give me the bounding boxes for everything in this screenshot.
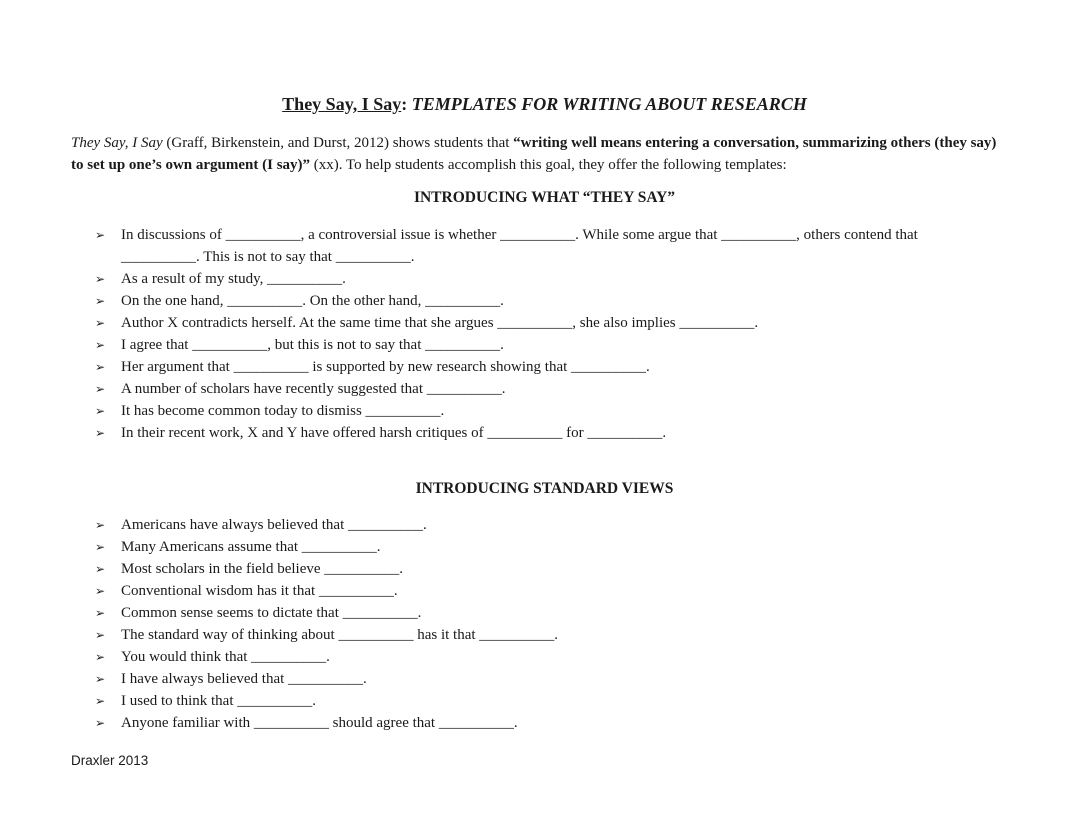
list-item	[95, 646, 1000, 668]
title-book-name: They Say, I Say	[282, 94, 402, 114]
list-item-text: It has become common today to dismiss __________.	[121, 403, 445, 419]
list-item	[95, 268, 1000, 290]
list-item	[95, 580, 1000, 602]
list-item	[95, 712, 1000, 734]
section-heading-standard-views: INTRODUCING STANDARD VIEWS	[415, 480, 674, 497]
list-item-text: Her argument that __________ is supported by new research showing that __________.	[121, 359, 650, 375]
arrow-bullet-icon: ➢	[95, 562, 106, 576]
list-item	[95, 690, 1000, 712]
arrow-bullet-icon: ➢	[95, 404, 106, 418]
page-title	[0, 94, 1089, 115]
arrow-bullet-icon: ➢	[95, 228, 106, 242]
list-item-text: Americans have always believed that __________.	[121, 517, 427, 533]
list-item	[95, 514, 1000, 536]
list-item-text: Conventional wisdom has it that __________.	[121, 583, 398, 599]
intro-citation: (Graff, Birkenstein, and Durst, 2012) shows students that	[162, 135, 514, 151]
arrow-bullet-icon: ➢	[95, 584, 106, 598]
list-item	[95, 290, 1000, 312]
arrow-bullet-icon: ➢	[95, 606, 106, 620]
they-say-list	[95, 224, 1000, 444]
list-item-text: I used to think that __________.	[121, 693, 316, 709]
list-item	[95, 602, 1000, 624]
title-colon: :	[401, 94, 408, 114]
list-item	[95, 422, 1000, 444]
list-item	[95, 224, 1000, 268]
list-item	[95, 624, 1000, 646]
list-item-text: Many Americans assume that __________.	[121, 539, 381, 555]
list-item	[95, 378, 1000, 400]
arrow-bullet-icon: ➢	[95, 716, 106, 730]
arrow-bullet-icon: ➢	[95, 294, 106, 308]
list-item-text: You would think that __________.	[121, 649, 330, 665]
list-item	[95, 356, 1000, 378]
intro-book-title: They Say, I Say	[71, 135, 163, 151]
arrow-bullet-icon: ➢	[95, 360, 106, 374]
intro-quote: “writing well means entering a conversation, summarizing others (they say) to set up one’s own argument (I say)”	[71, 135, 997, 173]
intro-rest: (xx). To help students accomplish this goal, they offer the following templates:	[310, 157, 787, 173]
arrow-bullet-icon: ➢	[95, 338, 106, 352]
list-item	[95, 668, 1000, 690]
arrow-bullet-icon: ➢	[95, 272, 106, 286]
list-item-text: As a result of my study, __________.	[121, 271, 346, 287]
arrow-bullet-icon: ➢	[95, 518, 106, 532]
list-item-text: On the one hand, __________. On the other hand, __________.	[121, 293, 504, 309]
list-item	[95, 558, 1000, 580]
arrow-bullet-icon: ➢	[95, 426, 106, 440]
list-item-text: A number of scholars have recently suggested that __________.	[121, 381, 506, 397]
arrow-bullet-icon: ➢	[95, 382, 106, 396]
footer-credit: Draxler 2013	[71, 753, 149, 768]
list-item-text: I have always believed that __________.	[121, 671, 367, 687]
list-item	[95, 400, 1000, 422]
list-item-text: Common sense seems to dictate that __________.	[121, 605, 422, 621]
arrow-bullet-icon: ➢	[95, 316, 106, 330]
arrow-bullet-icon: ➢	[95, 672, 106, 686]
list-item-text: Most scholars in the field believe __________.	[121, 561, 404, 577]
intro-paragraph	[71, 132, 1006, 176]
arrow-bullet-icon: ➢	[95, 628, 106, 642]
list-item-text: The standard way of thinking about __________ has it that __________.	[121, 627, 559, 643]
list-item-text: Anyone familiar with __________ should agree that __________.	[121, 715, 518, 731]
list-item	[95, 312, 1000, 334]
title-subtitle: TEMPLATES FOR WRITING ABOUT RESEARCH	[411, 94, 807, 114]
arrow-bullet-icon: ➢	[95, 650, 106, 664]
list-item	[95, 536, 1000, 558]
standard-views-list	[95, 514, 1000, 734]
section-heading-they-say: INTRODUCING WHAT “THEY SAY”	[413, 189, 676, 206]
list-item-text: Author X contradicts herself. At the same time that she argues __________, she also implies __________.	[121, 315, 759, 331]
list-item-text: In discussions of __________, a controversial issue is whether __________. While some argue that __________, others contend that __________. This is not to say that __________.	[121, 227, 918, 265]
arrow-bullet-icon: ➢	[95, 694, 106, 708]
list-item-text: In their recent work, X and Y have offered harsh critiques of __________ for __________.	[121, 425, 667, 441]
list-item-text: I agree that __________, but this is not to say that __________.	[121, 337, 504, 353]
list-item	[95, 334, 1000, 356]
arrow-bullet-icon: ➢	[95, 540, 106, 554]
